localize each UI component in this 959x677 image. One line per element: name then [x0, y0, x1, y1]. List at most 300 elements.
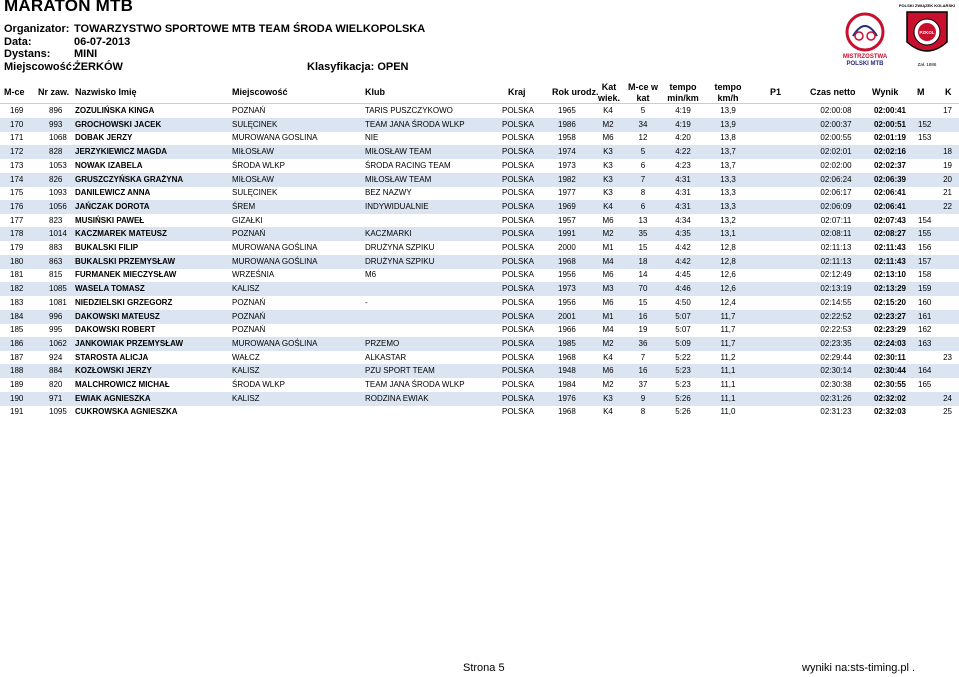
cell-name: NIEDZIELSKI GRZEGORZ — [75, 297, 173, 307]
pzkol-logo — [899, 0, 955, 70]
cell-kat: K3 — [603, 174, 613, 184]
cell-name: JERZYKIEWICZ MAGDA — [75, 147, 167, 157]
mistrz-line1: MISTRZOSTWA — [842, 54, 888, 60]
cell-name: WASELA TOMASZ — [75, 284, 145, 294]
cell-miejscowosc: MIŁOSŁAW — [232, 147, 274, 157]
cell-miejscowosc: MUROWANA GOŚLINA — [232, 256, 318, 266]
header-tempo-minkm — [665, 82, 701, 103]
cell-kat: M2 — [602, 229, 614, 239]
cell-tempo-minkm: 4:19 — [675, 119, 691, 129]
cell-tempo-kmh: 13,8 — [720, 133, 736, 143]
cell-name: JANKOWIAK PRZEMYSŁAW — [75, 338, 183, 348]
cell-klub: PRZEMO — [365, 338, 400, 348]
header-tempo2-1: tempo — [714, 82, 742, 92]
cell-rok: 1982 — [558, 174, 576, 184]
cell-kat: K3 — [603, 188, 613, 198]
cell-rok: 1968 — [558, 407, 576, 417]
cell-name: STAROSTA ALICJA — [75, 352, 149, 362]
cell-name: JAŃCZAK DOROTA — [75, 201, 150, 211]
cell-mce: 181 — [10, 270, 24, 280]
cell-rok: 1957 — [558, 215, 576, 225]
header-mcew-1: M-ce w — [627, 82, 658, 92]
cell-czas-netto: 02:00:08 — [820, 106, 852, 115]
meta-dystans-label: Dystans: — [4, 48, 51, 60]
cell-wynik: 02:08:27 — [873, 229, 907, 239]
cell-nrzaw: 815 — [49, 270, 63, 280]
header-czas-netto: Czas netto — [810, 87, 856, 97]
cell-nrzaw: 1095 — [49, 407, 67, 417]
cell-mce-kat: 18 — [638, 256, 648, 266]
cell-tempo-kmh: 13,3 — [720, 188, 736, 198]
cell-tempo-minkm: 5:23 — [675, 366, 691, 376]
cell-kraj: POLSKA — [502, 201, 535, 211]
cell-mce: 180 — [10, 256, 24, 266]
cell-tempo-minkm: 4:50 — [675, 297, 691, 307]
meta-miejscowosc-value: ŻERKÓW — [74, 61, 123, 73]
cell-czas-netto: 02:02:01 — [820, 147, 852, 157]
cell-klub: PZU SPORT TEAM — [365, 366, 435, 376]
table-row — [0, 392, 959, 406]
cell-miejscowosc: MUROWANA GOŚLINA — [232, 243, 318, 252]
table-row — [0, 159, 959, 173]
cell-nrzaw: 995 — [49, 325, 63, 335]
table-row — [0, 378, 959, 392]
cell-tempo-kmh: 12,6 — [720, 270, 736, 280]
cell-tempo-minkm: 4:19 — [675, 106, 691, 115]
cell-klub: NIE — [365, 133, 379, 143]
cell-tempo-minkm: 5:07 — [675, 311, 691, 321]
table-row — [0, 364, 959, 378]
cell-klub: KACZMARKI — [365, 229, 412, 239]
cell-klub: DRUŻYNA SZPIKU — [365, 256, 435, 266]
cell-name: DAKOWSKI MATEUSZ — [75, 311, 160, 321]
cell-mce: 185 — [10, 325, 24, 335]
meta-organizator-label: Organizator: — [4, 23, 70, 35]
meta-data-value: 06-07-2013 — [74, 36, 131, 48]
table-row — [0, 131, 959, 145]
cell-k: 24 — [943, 393, 952, 403]
table-row — [0, 241, 959, 255]
cell-name: GROCHOWSKI JACEK — [75, 119, 162, 129]
cell-czas-netto: 02:00:55 — [820, 133, 852, 143]
cell-wynik: 02:30:44 — [873, 366, 907, 376]
pzkol-mid: PZKOL — [919, 30, 935, 35]
cell-tempo-kmh: 13,7 — [720, 147, 736, 157]
cell-miejscowosc: POZNAŃ — [232, 106, 266, 115]
cell-miejscowosc: ŚREM — [232, 201, 256, 211]
cell-klub: - — [365, 297, 368, 307]
cell-nrzaw: 971 — [49, 393, 63, 403]
document-title: MARATON MTB — [4, 0, 134, 15]
cell-wynik: 02:23:27 — [873, 311, 907, 321]
header-m: M — [917, 87, 925, 97]
cell-mce-kat: 16 — [638, 311, 648, 321]
header-kat-2: wiek. — [597, 92, 620, 103]
cell-czas-netto: 02:31:26 — [820, 393, 852, 403]
cell-tempo-kmh: 11,7 — [720, 311, 736, 321]
cell-tempo-kmh: 12,8 — [720, 243, 736, 252]
cell-kat: M1 — [602, 311, 614, 321]
cell-k: 17 — [943, 106, 952, 115]
cell-mce-kat: 15 — [638, 297, 648, 307]
cell-nrzaw: 828 — [49, 147, 63, 157]
cell-rok: 1968 — [558, 352, 576, 362]
cell-m: 165 — [918, 380, 932, 389]
cell-mce: 173 — [10, 160, 24, 170]
cell-rok: 1985 — [558, 338, 576, 348]
cell-mce: 186 — [10, 338, 24, 348]
cell-kraj: POLSKA — [502, 160, 535, 170]
cell-tempo-minkm: 5:26 — [675, 393, 691, 403]
cell-kraj: POLSKA — [502, 133, 535, 143]
header-klub: Klub — [365, 87, 385, 97]
header-tempo2-2: km/h — [717, 92, 739, 103]
table-row — [0, 173, 959, 187]
cell-czas-netto: 02:31:23 — [820, 407, 852, 417]
cell-mce: 184 — [10, 311, 24, 321]
cell-kraj: POLSKA — [502, 297, 535, 307]
cell-mce-kat: 16 — [638, 366, 648, 376]
cell-czas-netto: 02:22:52 — [820, 311, 852, 321]
cell-kraj: POLSKA — [502, 147, 535, 157]
klasyfikacja-label: Klasyfikacja: OPEN — [307, 61, 409, 73]
cell-mce: 179 — [10, 243, 24, 252]
cell-name: CUKROWSKA AGNIESZKA — [75, 407, 178, 417]
cell-czas-netto: 02:12:49 — [820, 270, 852, 280]
cell-mce-kat: 5 — [640, 106, 646, 115]
cell-kat: M6 — [602, 270, 614, 280]
header-rok: Rok urodz. — [552, 87, 599, 97]
cell-miejscowosc: KALISZ — [232, 366, 260, 376]
cell-nrzaw: 863 — [49, 256, 63, 266]
cell-nrzaw: 1014 — [49, 229, 67, 239]
cell-mce-kat: 5 — [640, 147, 646, 157]
cell-kraj: POLSKA — [502, 174, 535, 184]
cell-nrzaw: 1093 — [49, 188, 67, 198]
cell-mce: 176 — [10, 201, 24, 211]
cell-tempo-kmh: 13,3 — [720, 174, 736, 184]
cell-tempo-minkm: 4:42 — [675, 256, 691, 266]
cell-mce: 191 — [10, 407, 24, 417]
cell-rok: 1973 — [558, 284, 576, 294]
cell-k: 22 — [943, 201, 952, 211]
cell-wynik: 02:11:43 — [874, 243, 906, 252]
cell-nrzaw: 1085 — [49, 284, 67, 294]
cell-rok: 1968 — [558, 256, 576, 266]
cell-kat: M4 — [602, 256, 614, 266]
cell-tempo-minkm: 4:35 — [675, 229, 691, 239]
cell-name: FURMANEK MIECZYSŁAW — [75, 270, 177, 280]
cell-name: GRUSZCZYŃSKA GRAŻYNA — [75, 174, 184, 184]
header-miejscowosc: Miejscowość — [232, 87, 288, 97]
header-k: K — [945, 87, 952, 97]
cell-m: 157 — [918, 256, 932, 266]
cell-nrzaw: 823 — [49, 215, 63, 225]
cell-czas-netto: 02:07:11 — [820, 215, 852, 225]
cell-rok: 1984 — [558, 380, 576, 389]
cell-nrzaw: 1056 — [49, 201, 67, 211]
cell-m: 160 — [918, 297, 932, 307]
cell-tempo-kmh: 13,3 — [720, 201, 736, 211]
cell-rok: 1969 — [558, 201, 576, 211]
cell-mce: 177 — [10, 215, 24, 225]
cell-miejscowosc: POZNAŃ — [232, 311, 266, 321]
cell-klub: TARIS PUSZCZYKOWO — [365, 106, 453, 115]
cell-wynik: 02:24:03 — [873, 338, 907, 348]
cell-tempo-minkm: 5:07 — [675, 325, 691, 335]
mistrzostwa-logo — [837, 6, 893, 72]
cell-rok: 2000 — [558, 243, 576, 252]
cell-tempo-minkm: 4:20 — [675, 133, 691, 143]
cell-tempo-minkm: 5:09 — [675, 338, 691, 348]
cell-tempo-kmh: 12,4 — [720, 297, 736, 307]
cell-mce: 187 — [10, 352, 24, 362]
table-row — [0, 118, 959, 132]
cell-tempo-minkm: 4:46 — [675, 284, 691, 294]
cell-kraj: POLSKA — [502, 119, 535, 129]
header-mce: M-ce — [4, 87, 25, 97]
cell-kraj: POLSKA — [502, 243, 535, 252]
cell-m: 161 — [918, 311, 932, 321]
cell-tempo-kmh: 11,1 — [720, 380, 736, 389]
cell-miejscowosc: POZNAŃ — [232, 229, 266, 239]
cell-miejscowosc: WAŁCZ — [232, 352, 260, 362]
cell-miejscowosc: GIZAŁKI — [232, 215, 263, 225]
cell-klub: BEZ NAZWY — [365, 188, 412, 198]
cell-miejscowosc: KALISZ — [232, 393, 260, 403]
cell-kat: M6 — [602, 133, 614, 143]
cell-rok: 1973 — [558, 160, 576, 170]
cell-wynik: 02:15:20 — [873, 297, 907, 307]
cell-kat: K3 — [603, 160, 613, 170]
cell-name: MUSIŃSKI PAWEŁ — [75, 215, 145, 225]
cell-klub: TEAM JANA ŚRODA WLKP — [365, 380, 465, 389]
cell-klub: MIŁOSŁAW TEAM — [365, 147, 432, 157]
cell-wynik: 02:13:10 — [873, 270, 907, 280]
cell-miejscowosc: ŚRODA WLKP — [232, 160, 285, 170]
cell-miejscowosc: SULĘCINEK — [232, 188, 278, 198]
header-mcew-2: kat — [636, 92, 650, 103]
cell-czas-netto: 02:06:17 — [820, 188, 852, 198]
cell-miejscowosc: KALISZ — [232, 284, 260, 294]
pzkol-top: POLSKI ZWIĄZEK KOLARSKI — [899, 3, 955, 8]
cell-wynik: 02:00:41 — [873, 106, 907, 115]
cell-czas-netto: 02:00:37 — [820, 119, 852, 129]
cell-mce-kat: 7 — [640, 174, 646, 184]
cell-kat: M2 — [602, 380, 614, 389]
cell-nrzaw: 826 — [49, 174, 63, 184]
cell-klub: DRUŻYNA SZPIKU — [365, 243, 435, 252]
cell-wynik: 02:06:39 — [873, 174, 907, 184]
footer-site: wyniki na:sts-timing.pl . — [802, 662, 916, 674]
cell-nrzaw: 996 — [49, 311, 63, 321]
cell-wynik: 02:02:37 — [873, 160, 907, 170]
cell-mce-kat: 7 — [640, 352, 646, 362]
cell-kraj: POLSKA — [502, 352, 535, 362]
cell-kat: K3 — [603, 393, 613, 403]
cell-mce: 182 — [10, 284, 24, 294]
meta-dystans-value: MINI — [74, 48, 98, 60]
cell-wynik: 02:01:19 — [873, 133, 907, 143]
header-p1: P1 — [770, 87, 782, 97]
cell-rok: 1965 — [558, 106, 576, 115]
cell-k: 21 — [943, 188, 952, 198]
table-row — [0, 405, 959, 419]
cell-nrzaw: 1081 — [49, 297, 67, 307]
cell-czas-netto: 02:30:14 — [820, 366, 852, 376]
cell-name: DOBAK JERZY — [75, 133, 133, 143]
cell-mce-kat: 14 — [638, 270, 648, 280]
cell-czas-netto: 02:11:13 — [820, 256, 852, 266]
table-row — [0, 200, 959, 214]
cell-tempo-kmh: 13,7 — [720, 160, 736, 170]
cell-czas-netto: 02:08:11 — [820, 229, 852, 239]
cell-m: 156 — [918, 243, 932, 252]
cell-mce: 190 — [10, 393, 24, 403]
cell-tempo-kmh: 12,8 — [720, 256, 736, 266]
cell-rok: 1991 — [558, 229, 576, 239]
meta-miejscowosc-label: Miejscowość: — [4, 61, 76, 73]
cell-rok: 1986 — [558, 119, 576, 129]
cell-kraj: POLSKA — [502, 270, 535, 280]
cell-tempo-minkm: 5:22 — [675, 352, 691, 362]
cell-mce-kat: 19 — [638, 325, 648, 335]
cell-kraj: POLSKA — [502, 284, 535, 294]
header-tempo1-2: min/km — [667, 92, 699, 103]
cell-name: DANILEWICZ ANNA — [75, 188, 151, 198]
table-row — [0, 351, 959, 365]
cell-m: 159 — [918, 284, 932, 294]
cell-czas-netto: 02:14:55 — [820, 297, 852, 307]
cell-kraj: POLSKA — [502, 393, 535, 403]
cell-czas-netto: 02:11:13 — [820, 243, 852, 252]
cell-rok: 1956 — [558, 297, 576, 307]
cell-tempo-kmh: 11,7 — [720, 338, 736, 348]
cell-wynik: 02:00:51 — [873, 119, 907, 129]
table-row — [0, 337, 959, 351]
cell-nrzaw: 883 — [49, 243, 63, 252]
table-row — [0, 296, 959, 310]
cell-nrzaw: 820 — [49, 380, 63, 389]
cell-m: 164 — [918, 366, 932, 376]
cell-tempo-kmh: 11,2 — [720, 352, 736, 362]
cell-czas-netto: 02:29:44 — [820, 352, 852, 362]
table-row — [0, 310, 959, 324]
cell-tempo-kmh: 13,9 — [720, 106, 736, 115]
cell-wynik: 02:11:43 — [874, 256, 906, 266]
cell-kraj: POLSKA — [502, 407, 535, 417]
cell-k: 19 — [943, 160, 952, 170]
cell-tempo-minkm: 5:23 — [675, 380, 691, 389]
cell-mce: 169 — [10, 106, 24, 115]
cell-name: ZOZULIŃSKA KINGA — [75, 106, 155, 115]
table-row — [0, 323, 959, 337]
cell-rok: 1966 — [558, 325, 576, 335]
cell-tempo-minkm: 4:31 — [675, 174, 691, 184]
cell-kraj: POLSKA — [502, 188, 535, 198]
cell-kraj: POLSKA — [502, 366, 535, 376]
meta-organizator-value: TOWARZYSTWO SPORTOWE MTB TEAM ŚRODA WIELKOPOLSKA — [74, 23, 426, 35]
cell-rok: 2001 — [558, 311, 576, 321]
cell-mce: 174 — [10, 174, 24, 184]
cell-m: 154 — [918, 215, 932, 225]
cell-tempo-minkm: 4:42 — [675, 243, 691, 252]
cell-mce: 183 — [10, 297, 24, 307]
cell-kraj: POLSKA — [502, 229, 535, 239]
cell-mce: 189 — [10, 380, 24, 389]
cell-czas-netto: 02:06:24 — [820, 174, 852, 184]
cell-kat: K3 — [603, 147, 613, 157]
cell-czas-netto: 02:06:09 — [820, 201, 852, 211]
cell-m: 152 — [918, 119, 932, 129]
cell-name: KACZMAREK MATEUSZ — [75, 229, 167, 239]
cell-wynik: 02:30:55 — [873, 380, 907, 389]
table-row — [0, 255, 959, 269]
cell-nrzaw: 993 — [49, 119, 63, 129]
cell-kat: K4 — [603, 201, 613, 211]
cell-rok: 1948 — [558, 366, 576, 376]
cell-kat: M1 — [602, 243, 614, 252]
cell-name: BUKALSKI PRZEMYSŁAW — [75, 256, 175, 266]
cell-name: EWIAK AGNIESZKA — [75, 393, 151, 403]
cell-nrzaw: 1068 — [49, 133, 67, 143]
cell-kraj: POLSKA — [502, 106, 535, 115]
header-name: Nazwisko Imię — [75, 87, 137, 97]
cell-nrzaw: 884 — [49, 366, 63, 376]
cell-tempo-kmh: 11,0 — [720, 407, 736, 417]
meta-data-label: Data: — [4, 36, 32, 48]
header-tempo-kmh — [710, 82, 746, 103]
cell-czas-netto: 02:02:00 — [820, 160, 852, 170]
cell-kraj: POLSKA — [502, 325, 535, 335]
header-nrzaw: Nr zaw. — [38, 87, 70, 97]
cell-mce: 188 — [10, 366, 24, 376]
cell-miejscowosc: SULĘCINEK — [232, 119, 278, 129]
cell-klub: RODZINA EWIAK — [365, 393, 429, 403]
cell-name: DAKOWSKI ROBERT — [75, 325, 156, 335]
cell-mce: 178 — [10, 229, 24, 239]
cell-mce-kat: 36 — [638, 338, 648, 348]
cell-tempo-kmh: 11,7 — [720, 325, 736, 335]
cell-m: 158 — [918, 270, 932, 280]
cell-name: NOWAK IZABELA — [75, 160, 143, 170]
cell-kat: K4 — [603, 407, 613, 417]
cell-klub: INDYWIDUALNIE — [365, 201, 429, 211]
cell-tempo-kmh: 13,2 — [720, 215, 736, 225]
cell-klub: M6 — [365, 270, 377, 280]
cell-kraj: POLSKA — [502, 338, 535, 348]
cell-tempo-kmh: 13,1 — [720, 229, 736, 239]
cell-kat: M6 — [602, 215, 614, 225]
cell-miejscowosc: MIŁOSŁAW — [232, 174, 274, 184]
cell-wynik: 02:32:02 — [873, 393, 907, 403]
cell-mce-kat: 8 — [640, 188, 646, 198]
cell-rok: 1977 — [558, 188, 576, 198]
cell-mce-kat: 13 — [638, 215, 648, 225]
cell-czas-netto: 02:22:53 — [820, 325, 852, 335]
cell-rok: 1974 — [558, 147, 576, 157]
cell-mce-kat: 9 — [640, 393, 646, 403]
cell-tempo-minkm: 5:26 — [675, 407, 691, 417]
cell-wynik: 02:02:16 — [873, 147, 907, 157]
cell-m: 162 — [918, 325, 932, 335]
cell-miejscowosc: ŚRODA WLKP — [232, 380, 285, 389]
header-kraj: Kraj — [508, 87, 526, 97]
cell-wynik: 02:32:03 — [873, 407, 907, 417]
cell-czas-netto: 02:23:35 — [820, 338, 852, 348]
cell-klub: TEAM JANA ŚRODA WLKP — [365, 119, 465, 129]
mistrz-line2: POLSKI MTB — [846, 61, 884, 67]
